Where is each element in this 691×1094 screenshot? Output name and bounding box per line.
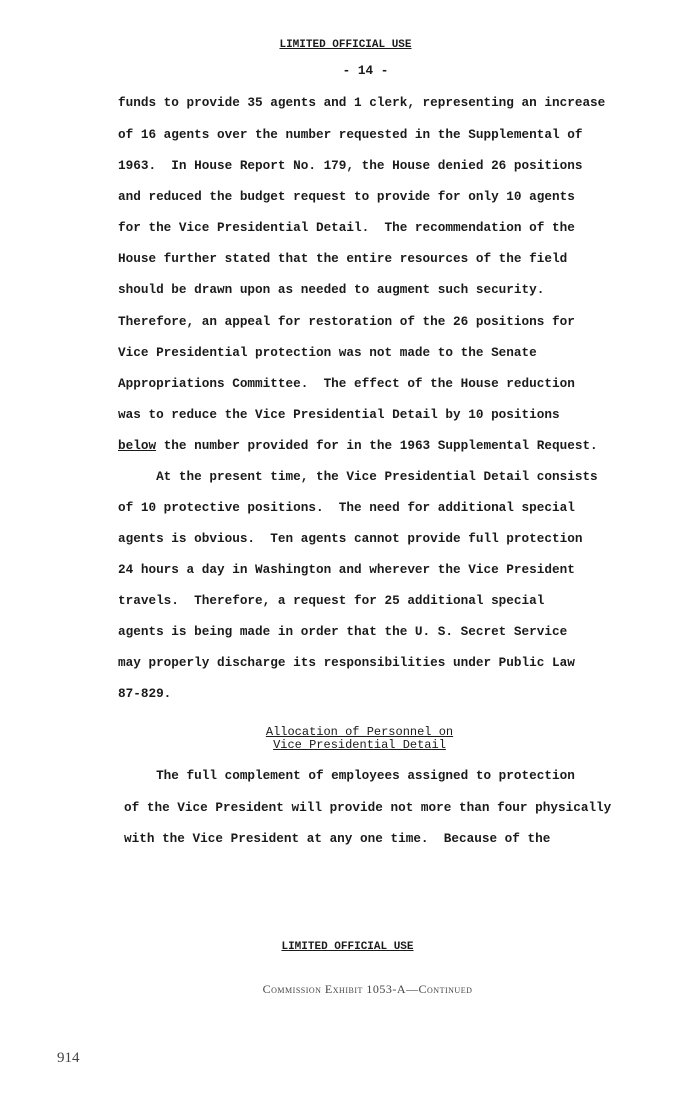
body-line: and reduced the budget request to provide for only 10 agents [118,189,575,204]
classification-header: LIMITED OFFICIAL USE [279,39,412,51]
body-line: The full complement of employees assigned to protection [118,768,575,783]
body-line: Vice Presidential protection was not made to the Senate [118,345,537,360]
body-line: Therefore, an appeal for restoration of the 26 positions for [118,314,575,329]
body-line: 87-829. [118,686,172,701]
body-line-rest: the number provided for in the 1963 Supplemental Request. [156,438,598,453]
body-line: funds to provide 35 agents and 1 clerk, representing an increase [118,95,606,110]
body-line: 1963. In House Report No. 179, the House denied 26 positions [118,158,583,173]
body-line: was to reduce the Vice Presidential Detail by 10 positions [118,407,560,422]
body-line: may properly discharge its responsibilities under Public Law [118,655,575,670]
body-line: House further stated that the entire resources of the field [118,251,568,266]
emphasized-word: below [118,438,157,453]
classification-footer: LIMITED OFFICIAL USE [281,941,414,953]
body-line: 24 hours a day in Washington and wherever the Vice President [118,562,575,577]
body-line: for the Vice Presidential Detail. The recommendation of the [118,220,575,235]
body-line: agents is being made in order that the U. S. Secret Service [118,624,568,639]
page-marker: - 14 - [342,63,389,78]
page-number: 914 [57,1050,80,1066]
body-line: agents is obvious. Ten agents cannot provide full protection [118,531,583,546]
body-line: travels. Therefore, a request for 25 additional special [118,593,545,608]
body-line [118,438,598,454]
body-line: with the Vice President at any one time. Because of the [124,831,551,846]
body-line: At the present time, the Vice Presidential Detail consists [118,469,598,484]
body-line: of the Vice President will provide not more than four physically [124,800,612,815]
exhibit-caption: Commission Exhibit 1053-A—Continued [262,982,473,996]
body-line: of 16 agents over the number requested in the Supplemental of [118,127,583,142]
body-line: of 10 protective positions. The need for additional special [118,500,575,515]
section-heading-line2: Vice Presidential Detail [273,738,446,752]
section-heading-line1: Allocation of Personnel on [265,725,454,739]
body-line: Appropriations Committee. The effect of the House reduction [118,376,575,391]
body-line: should be drawn upon as needed to augment such security. [118,282,545,297]
